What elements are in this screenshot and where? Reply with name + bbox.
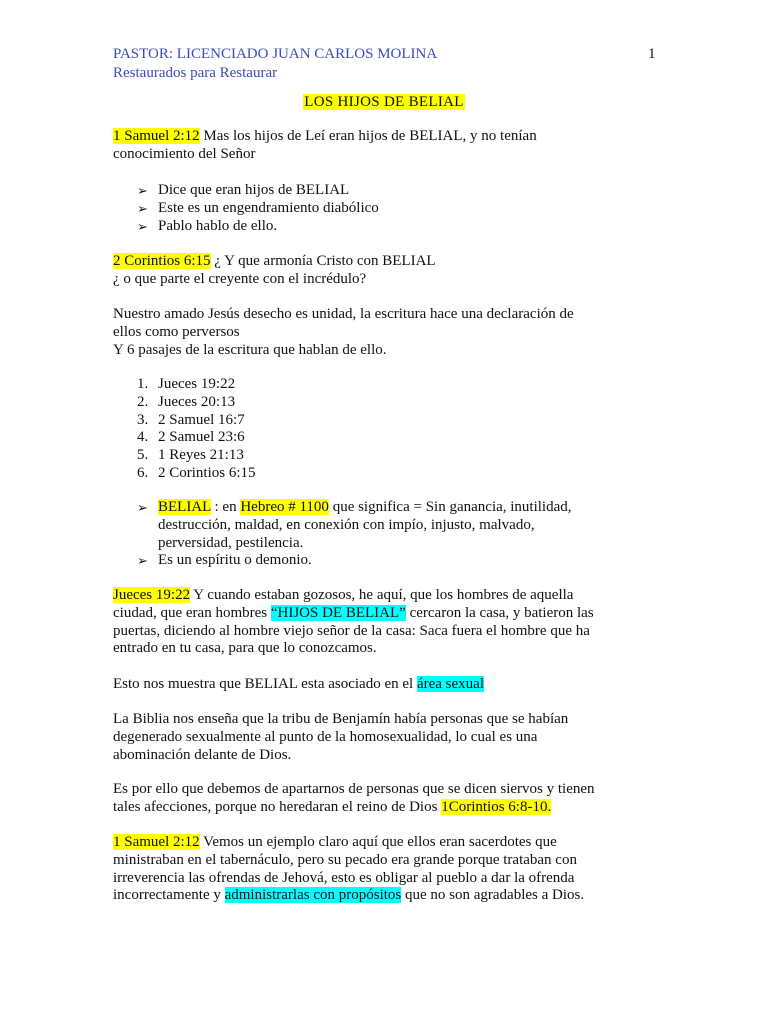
list-number: 2. — [137, 393, 149, 410]
list-number: 3. — [137, 411, 149, 428]
highlight-administrarlas: administrarlas con propósitos — [224, 887, 402, 904]
list-item-text: Este es un engendramiento diabólico — [158, 199, 379, 216]
list-item — [137, 429, 256, 447]
list-item-text: 1 Reyes 21:13 — [158, 447, 244, 464]
list-number: 4. — [137, 429, 149, 446]
list-item-text: 2 Samuel 23:6 — [158, 429, 245, 446]
list-item-text: Jueces 20:13 — [158, 393, 236, 410]
list-number: 1. — [137, 376, 149, 392]
paragraph-text: Es por ello que debemos de apartarnos de personas que se dicen siervos y tienen — [113, 781, 595, 797]
list-item-text: perversidad, pestilencia. — [158, 534, 304, 551]
list-item — [137, 376, 256, 394]
list-item-text: Jueces 19:22 — [158, 376, 236, 392]
arrowhead-bullet-icon: ➢ — [137, 200, 148, 216]
header-subtitle: Restaurados para Restaurar — [113, 65, 278, 81]
paragraph-text: Esto nos muestra que BELIAL esta asociado en el — [113, 676, 417, 692]
list-item-text: Es un espíritu o demonio. — [158, 552, 312, 569]
paragraph-text: abominación delante de Dios. — [113, 746, 292, 763]
list-item — [137, 552, 657, 570]
list-item-text: 2 Samuel 16:7 — [158, 411, 245, 428]
paragraph-text: Nuestro amado Jesús desecho es unidad, la escritura hace una declaración de — [113, 306, 574, 322]
scripture-ref: 2 Corintios 6:15 — [113, 253, 211, 269]
bullet-list-1 — [137, 182, 657, 235]
paragraph-text: ellos como perversos — [113, 323, 240, 340]
paragraph-text: tales afecciones, porque no heredaran el reino de Dios — [113, 798, 442, 815]
paragraph-jesus-unidad — [113, 306, 658, 359]
paragraph-text: Vemos un ejemplo claro aquí que ellos eran sacerdotes que — [199, 834, 557, 850]
paragraph-apartarnos — [113, 781, 658, 817]
bullet-list-2 — [137, 499, 657, 570]
list-item-text: destrucción, maldad, en conexión con impío, injusto, malvado, — [158, 516, 535, 533]
scripture-ref: 1 Samuel 2:12 — [113, 128, 200, 144]
arrowhead-bullet-icon: ➢ — [137, 553, 148, 569]
paragraph-1-samuel — [113, 128, 658, 164]
paragraph-text: incorrectamente y — [113, 887, 225, 904]
paragraph-text: que no son agradables a Dios. — [401, 887, 585, 904]
paragraph-text: entrado en tu casa, para que lo conozcamos. — [113, 640, 377, 657]
header-author: PASTOR: LICENCIADO JUAN CARLOS MOLINA — [113, 46, 438, 62]
paragraph-text: cercaron la casa, y batieron las — [405, 604, 594, 621]
scripture-ref: Hebreo # 1100 — [240, 499, 329, 515]
paragraph-text: Y 6 pasajes de la escritura que hablan de ello. — [113, 341, 387, 358]
list-item — [137, 447, 256, 465]
paragraph-text: ¿ Y que armonía Cristo con BELIAL — [210, 253, 436, 269]
list-item — [137, 218, 657, 236]
scripture-ref: 1Corintios 6:8-10. — [441, 798, 552, 815]
document-title — [0, 94, 768, 111]
list-item-text: 2 Corintios 6:15 — [158, 464, 256, 481]
list-item-text: que significa = Sin ganancia, inutilidad, — [328, 499, 572, 515]
paragraph-text: puertas, diciendo al hombre viejo señor de la casa: Saca fuera el hombre que ha — [113, 622, 590, 639]
paragraph-text: Y cuando estaban gozosos, he aquí, que los hombres de aquella — [190, 587, 574, 603]
paragraph-text: ciudad, que eran hombres — [113, 604, 271, 621]
list-item — [137, 182, 657, 200]
highlight-hijos-de-belial: “HIJOS DE BELIAL” — [270, 604, 406, 621]
highlight-area-sexual: área sexual — [416, 676, 484, 692]
list-item — [137, 200, 657, 218]
list-number: 5. — [137, 447, 149, 464]
list-item — [137, 412, 256, 430]
highlight-belial: BELIAL — [158, 499, 211, 515]
scripture-ref: 1 Samuel 2:12 — [113, 834, 200, 850]
arrowhead-bullet-icon: ➢ — [137, 218, 148, 234]
paragraph-text: conocimiento del Señor — [113, 145, 256, 162]
list-item-text: Pablo hablo de ello. — [158, 217, 278, 234]
list-item — [137, 465, 256, 483]
paragraph-text: ministraban en el tabernáculo, pero su pecado era grande porque trataban con — [113, 851, 577, 868]
list-item — [137, 394, 256, 412]
paragraph-2-corintios — [113, 253, 658, 289]
arrowhead-bullet-icon: ➢ — [137, 500, 148, 515]
paragraph-text: ¿ o que parte el creyente con el incrédulo? — [113, 270, 367, 287]
list-item-text: : en — [210, 499, 241, 515]
arrowhead-bullet-icon: ➢ — [137, 183, 148, 198]
paragraph-text: La Biblia nos enseña que la tribu de Benjamín había personas que se habían — [113, 711, 569, 727]
scripture-ref: Jueces 19:22 — [113, 587, 191, 603]
paragraph-jueces — [113, 587, 658, 658]
paragraph-benjamin — [113, 711, 658, 764]
list-item-text: Dice que eran hijos de BELIAL — [158, 182, 350, 198]
paragraph-area-sexual — [113, 676, 658, 694]
paragraph-sacerdotes — [113, 834, 658, 905]
numbered-list — [137, 376, 256, 483]
list-item — [137, 499, 657, 552]
paragraph-text: Mas los hijos de Leí eran hijos de BELIAL, y no tenían — [199, 128, 537, 144]
page-number: 1 — [648, 46, 656, 62]
document-title-text: LOS HIJOS DE BELIAL — [304, 94, 464, 110]
list-number: 6. — [137, 464, 149, 481]
paragraph-text: degenerado sexualmente al punto de la homosexualidad, lo cual es una — [113, 728, 538, 745]
paragraph-text: irreverencia las ofrendas de Jehová, esto es obligar al pueblo a dar la ofrenda — [113, 869, 575, 886]
